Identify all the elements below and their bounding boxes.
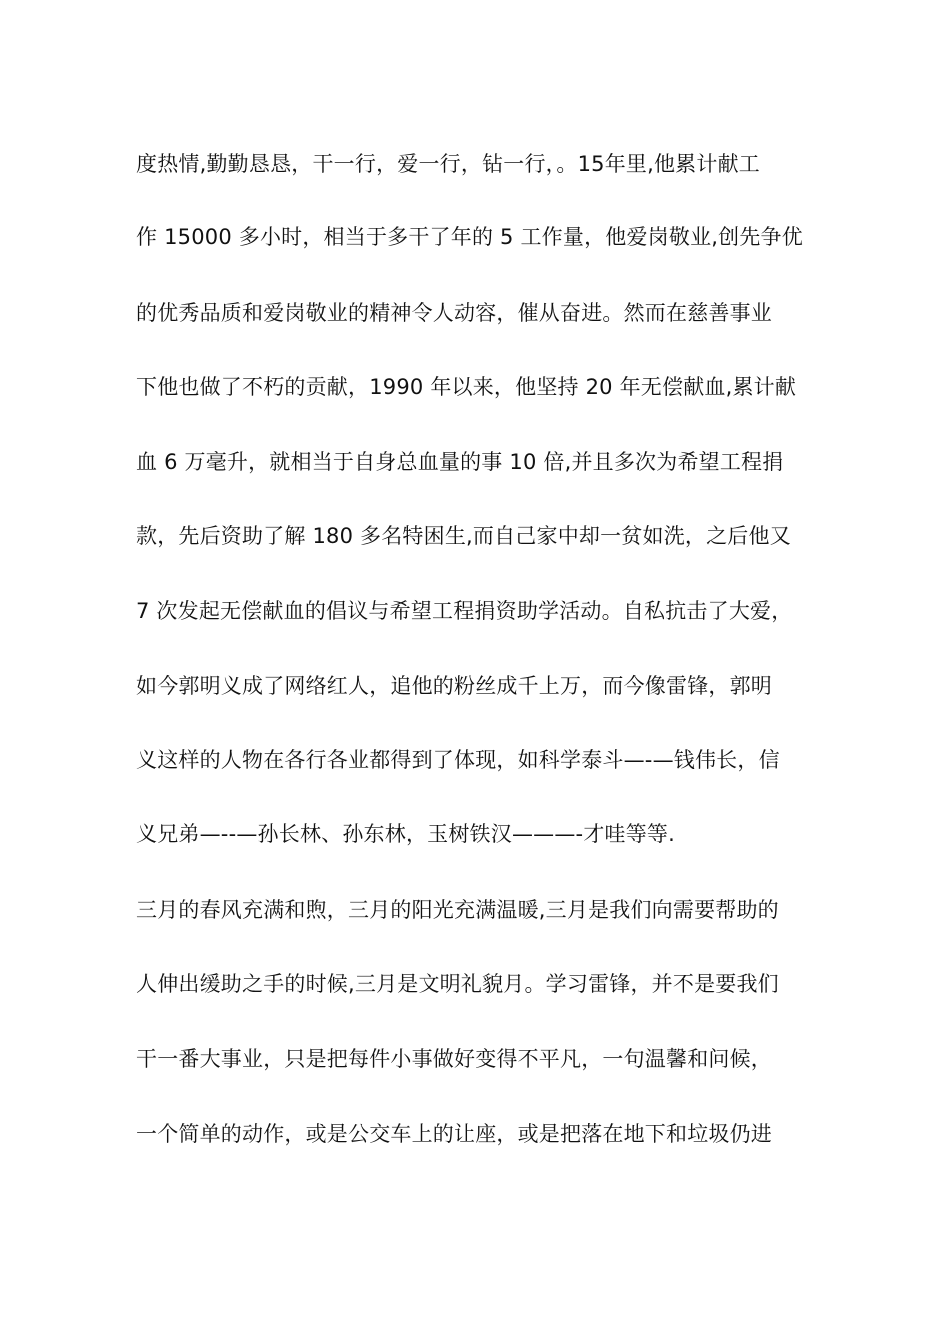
text-line: 义这样的人物在各行各业都得到了体现，如科学泰斗—-—钱伟长，信	[136, 748, 780, 772]
text-line: 一个简单的动作，或是公交车上的让座，或是把落在地下和垃圾仍进	[136, 1122, 772, 1146]
text-line: 三月的春风充满和煦，三月的阳光充满温暖,三月是我们向需要帮助的	[136, 898, 779, 922]
text-line: 的优秀品质和爱岗敬业的精神令人动容，催从奋进。然而在慈善事业	[136, 301, 772, 325]
text-line: 义兄弟—--—孙长林、孙东林，玉树铁汉———-才哇等等.	[136, 822, 676, 846]
text-line: 7 次发起无偿献血的倡议与希望工程捐资助学活动。自私抗击了大爱，	[136, 599, 793, 623]
text-line: 干一番大事业，只是把每件小事做好变得不平凡，一句温馨和问候，	[136, 1047, 772, 1071]
text-line: 如今郭明义成了网络红人，追他的粉丝成千上万，而今像雷锋，郭明	[136, 674, 772, 698]
text-line: 人伸出缓助之手的时候,三月是文明礼貌月。学习雷锋，并不是要我们	[136, 972, 779, 996]
text-line: 血 6 万毫升，就相当于自身总血量的事 10 倍,并且多次为希望工程捐	[136, 450, 784, 474]
text-line: 下他也做了不朽的贡献，1990 年以来，他坚持 20 年无偿献血,累计献	[136, 375, 797, 399]
text-line: 度热情,勤勤恳恳，干一行，爱一行，钻一行，。15年里,他累计献工	[136, 152, 760, 176]
text-line: 款，先后资助了解 180 多名特困生,而自己家中却一贫如洗，之后他又	[136, 524, 791, 548]
text-line: 作 15000 多小时，相当于多干了年的 5 工作量，他爱岗敬业,创先争优	[136, 225, 803, 249]
